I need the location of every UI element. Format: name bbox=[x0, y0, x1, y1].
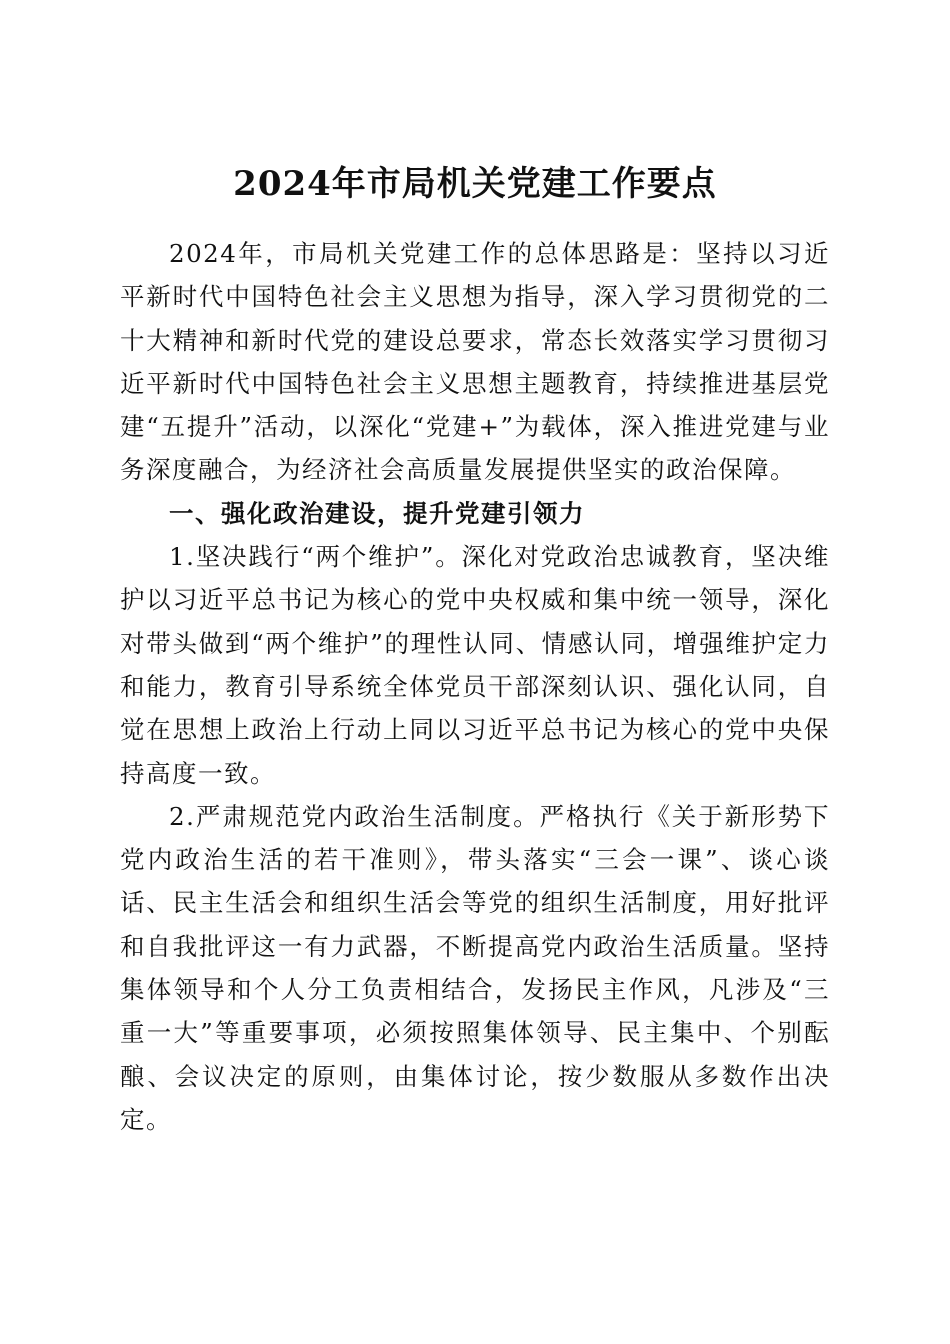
item-paragraph-1: 1.坚决践行“两个维护”。深化对党政治忠诚教育，坚决维护以习近平总书记为核心的党中央权威和集中统一领导，深化对带头做到“两个维护”的理性认同、情感认同，增强维护定力和能力，教育引导系统全体党员干部深刻认识、强化认同，自觉在思想上政治上行动上同以习近平总书记为核心的党中央保持高度一致。 bbox=[120, 542, 830, 788]
document-body bbox=[120, 232, 830, 1141]
item-paragraph-2: 2.严肃规范党内政治生活制度。严格执行《关于新形势下党内政治生活的若干准则》，带头落实“三会一课”、谈心谈话、民主生活会和组织生活会等党的组织生活制度，用好批评和自我批评这一有力武器，不断提高党内政治生活质量。坚持集体领导和个人分工负责相结合，发扬民主作风，凡涉及“三重一大”等重要事项，必须按照集体领导、民主集中、个别酝酿、会议决定的原则，由集体讨论，按少数服从多数作出决定。 bbox=[120, 801, 830, 1134]
section-heading: 一、强化政治建设，提升党建引领力 bbox=[169, 498, 585, 528]
document-title: 2024年市局机关党建工作要点 bbox=[233, 163, 717, 204]
intro-paragraph: 2024年，市局机关党建工作的总体思路是：坚持以习近平新时代中国特色社会主义思想为指导，深入学习贯彻党的二十大精神和新时代党的建设总要求，常态长效落实学习贯彻习近平新时代中国特色社会主义思想主题教育，持续推进基层党建“五提升”活动，以深化“党建+”为载体，深入推进党建与业务深度融合，为经济社会高质量发展提供坚实的政治保障。 bbox=[120, 239, 830, 485]
